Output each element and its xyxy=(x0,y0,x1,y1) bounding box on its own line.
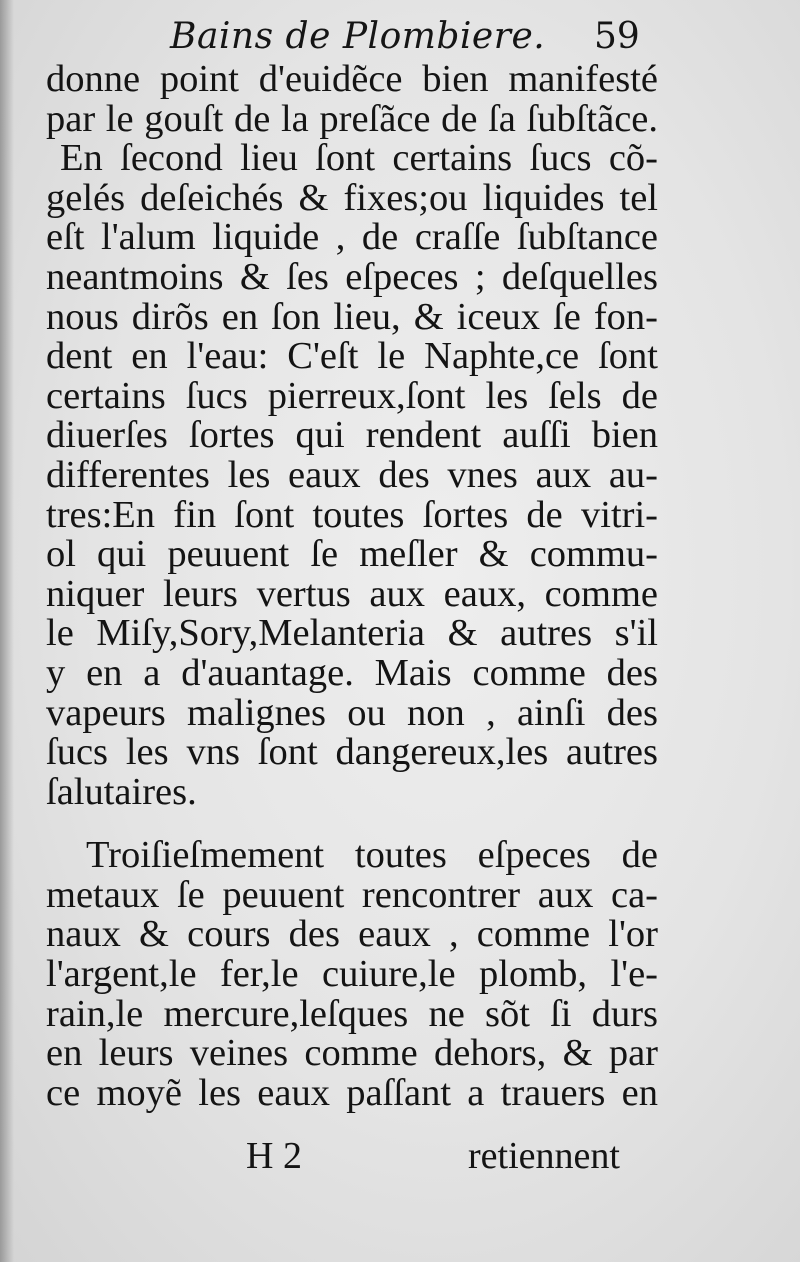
text-line: le Miſy,Sory,Melanteria & autres s'il xyxy=(46,612,658,655)
text-line: differentes les eaux des vnes aux au- xyxy=(46,453,658,496)
text-line: donne point d'euidẽce bien manifesté xyxy=(46,58,658,100)
text-line: gelés deſeichés & fixes;ou liquides tel xyxy=(46,176,658,219)
text-line: y en a d'auantage. Mais comme des xyxy=(46,651,658,694)
page-footer xyxy=(0,1130,800,1180)
text-line: vapeurs malignes ou non , ainſi des xyxy=(46,691,658,734)
text-line: Troiſieſmement toutes eſpeces de xyxy=(86,834,658,877)
text-line: eſt l'alum liquide , de craſſe ſubſtance xyxy=(46,216,658,259)
text-line: par le gouſt de la preſãce de ſa ſubſtãce. xyxy=(46,97,658,140)
text-line: diuerſes ſortes qui rendent auſſi bien xyxy=(46,414,658,457)
page-edge-shadow xyxy=(0,0,14,1262)
text-line: l'argent,le fer,le cuiure,le plomb, l'e- xyxy=(46,953,658,996)
text-block xyxy=(46,60,658,1113)
text-line: ſalutaires. xyxy=(46,770,197,813)
text-line: dent en l'eau: C'eſt le Naphte,ce ſont xyxy=(46,335,658,378)
signature-mark: H 2 xyxy=(246,1135,302,1177)
text-line: ſucs les vns ſont dangereux,les autres xyxy=(46,731,658,774)
text-line: ce moyẽ les eaux paſſant a trauers en xyxy=(46,1071,658,1114)
paragraph-gap xyxy=(46,812,658,836)
text-line: en leurs veines comme dehors, & par xyxy=(46,1032,658,1075)
text-line: naux & cours des eaux , comme l'or xyxy=(46,913,658,956)
page-number: 59 xyxy=(594,16,640,57)
text-line: certains ſucs pierreux,ſont les ſels de xyxy=(46,374,658,417)
text-line: rain,le mercure,leſques ne sõt ſi durs xyxy=(46,992,658,1035)
text-line: nous dirõs en ſon lieu, & iceux ſe fon- xyxy=(46,295,658,338)
catchword: retiennent xyxy=(468,1135,620,1177)
text-line: ol qui peuuent ſe meſler & commu- xyxy=(46,533,658,576)
text-line: neantmoins & ſes eſpeces ; deſquelles xyxy=(46,255,658,298)
text-line: niquer leurs vertus aux eaux, comme xyxy=(46,572,658,615)
text-line: metaux ſe peuuent rencontrer aux ca- xyxy=(46,873,658,916)
text-line: En ſecond lieu ſont certains ſucs cõ- xyxy=(60,137,658,180)
running-title: Bains de Plombiere. xyxy=(170,16,546,57)
text-line: tres:En fin ſont toutes ſortes de vitri- xyxy=(46,493,658,536)
